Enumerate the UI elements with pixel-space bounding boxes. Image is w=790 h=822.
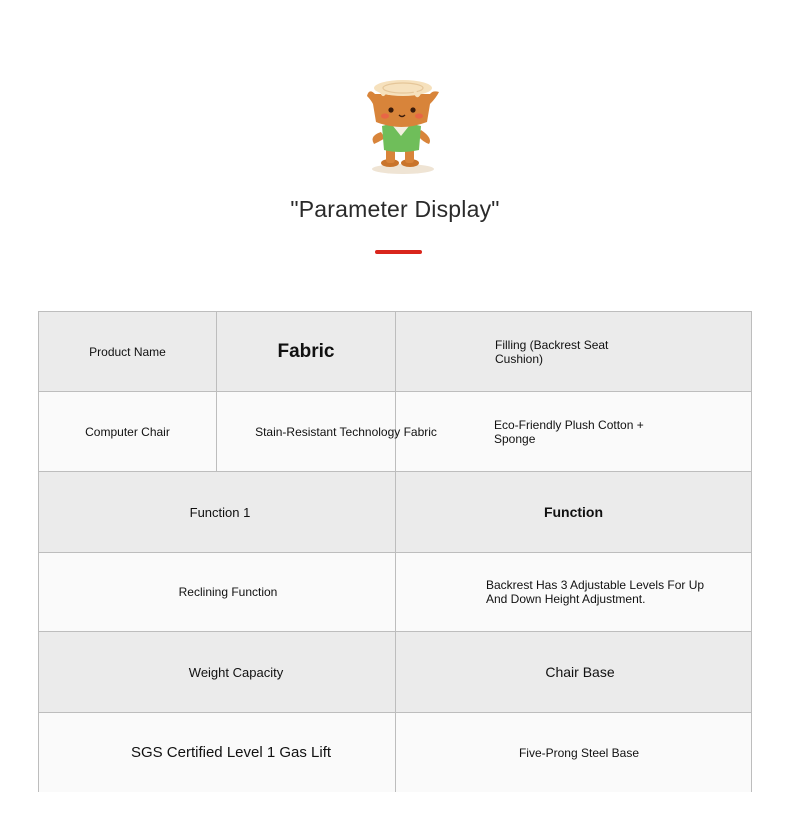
column-divider [395, 553, 396, 631]
table-row [39, 392, 751, 472]
table-cell: Chair Base [545, 664, 615, 680]
table-cell: SGS Certified Level 1 Gas Lift [130, 744, 332, 761]
table-row [39, 312, 751, 392]
table-cell: Weight Capacity [188, 664, 284, 680]
table-cell: Computer Chair [85, 424, 170, 439]
table-cell: Function 1 [189, 504, 251, 520]
page-title: "Parameter Display" [290, 196, 500, 222]
table-cell: Fabric [277, 340, 335, 362]
table-row [39, 472, 751, 553]
table-row [39, 713, 751, 792]
parameter-table [38, 311, 752, 792]
table-row [39, 632, 751, 713]
table-cell: Function [543, 504, 604, 520]
column-divider [395, 312, 396, 391]
column-divider [216, 392, 217, 471]
table-cell: Product Name [89, 344, 166, 359]
table-cell: Stain-Resistant Technology Fabric [255, 424, 437, 439]
table-cell: Eco-Friendly Plush Cotton + Sponge [494, 417, 644, 446]
table-row [39, 553, 751, 632]
table-cell: Filling (Backrest Seat Cushion) [495, 337, 609, 366]
title-underline [375, 250, 422, 254]
tree-stump-mascot-icon [363, 78, 443, 176]
table-cell: Reclining Function [178, 585, 278, 599]
table-cell: Five-Prong Steel Base [518, 745, 640, 760]
table-cell: Backrest Has 3 Adjustable Levels For Up And Down Height Adjustment. [486, 578, 705, 606]
